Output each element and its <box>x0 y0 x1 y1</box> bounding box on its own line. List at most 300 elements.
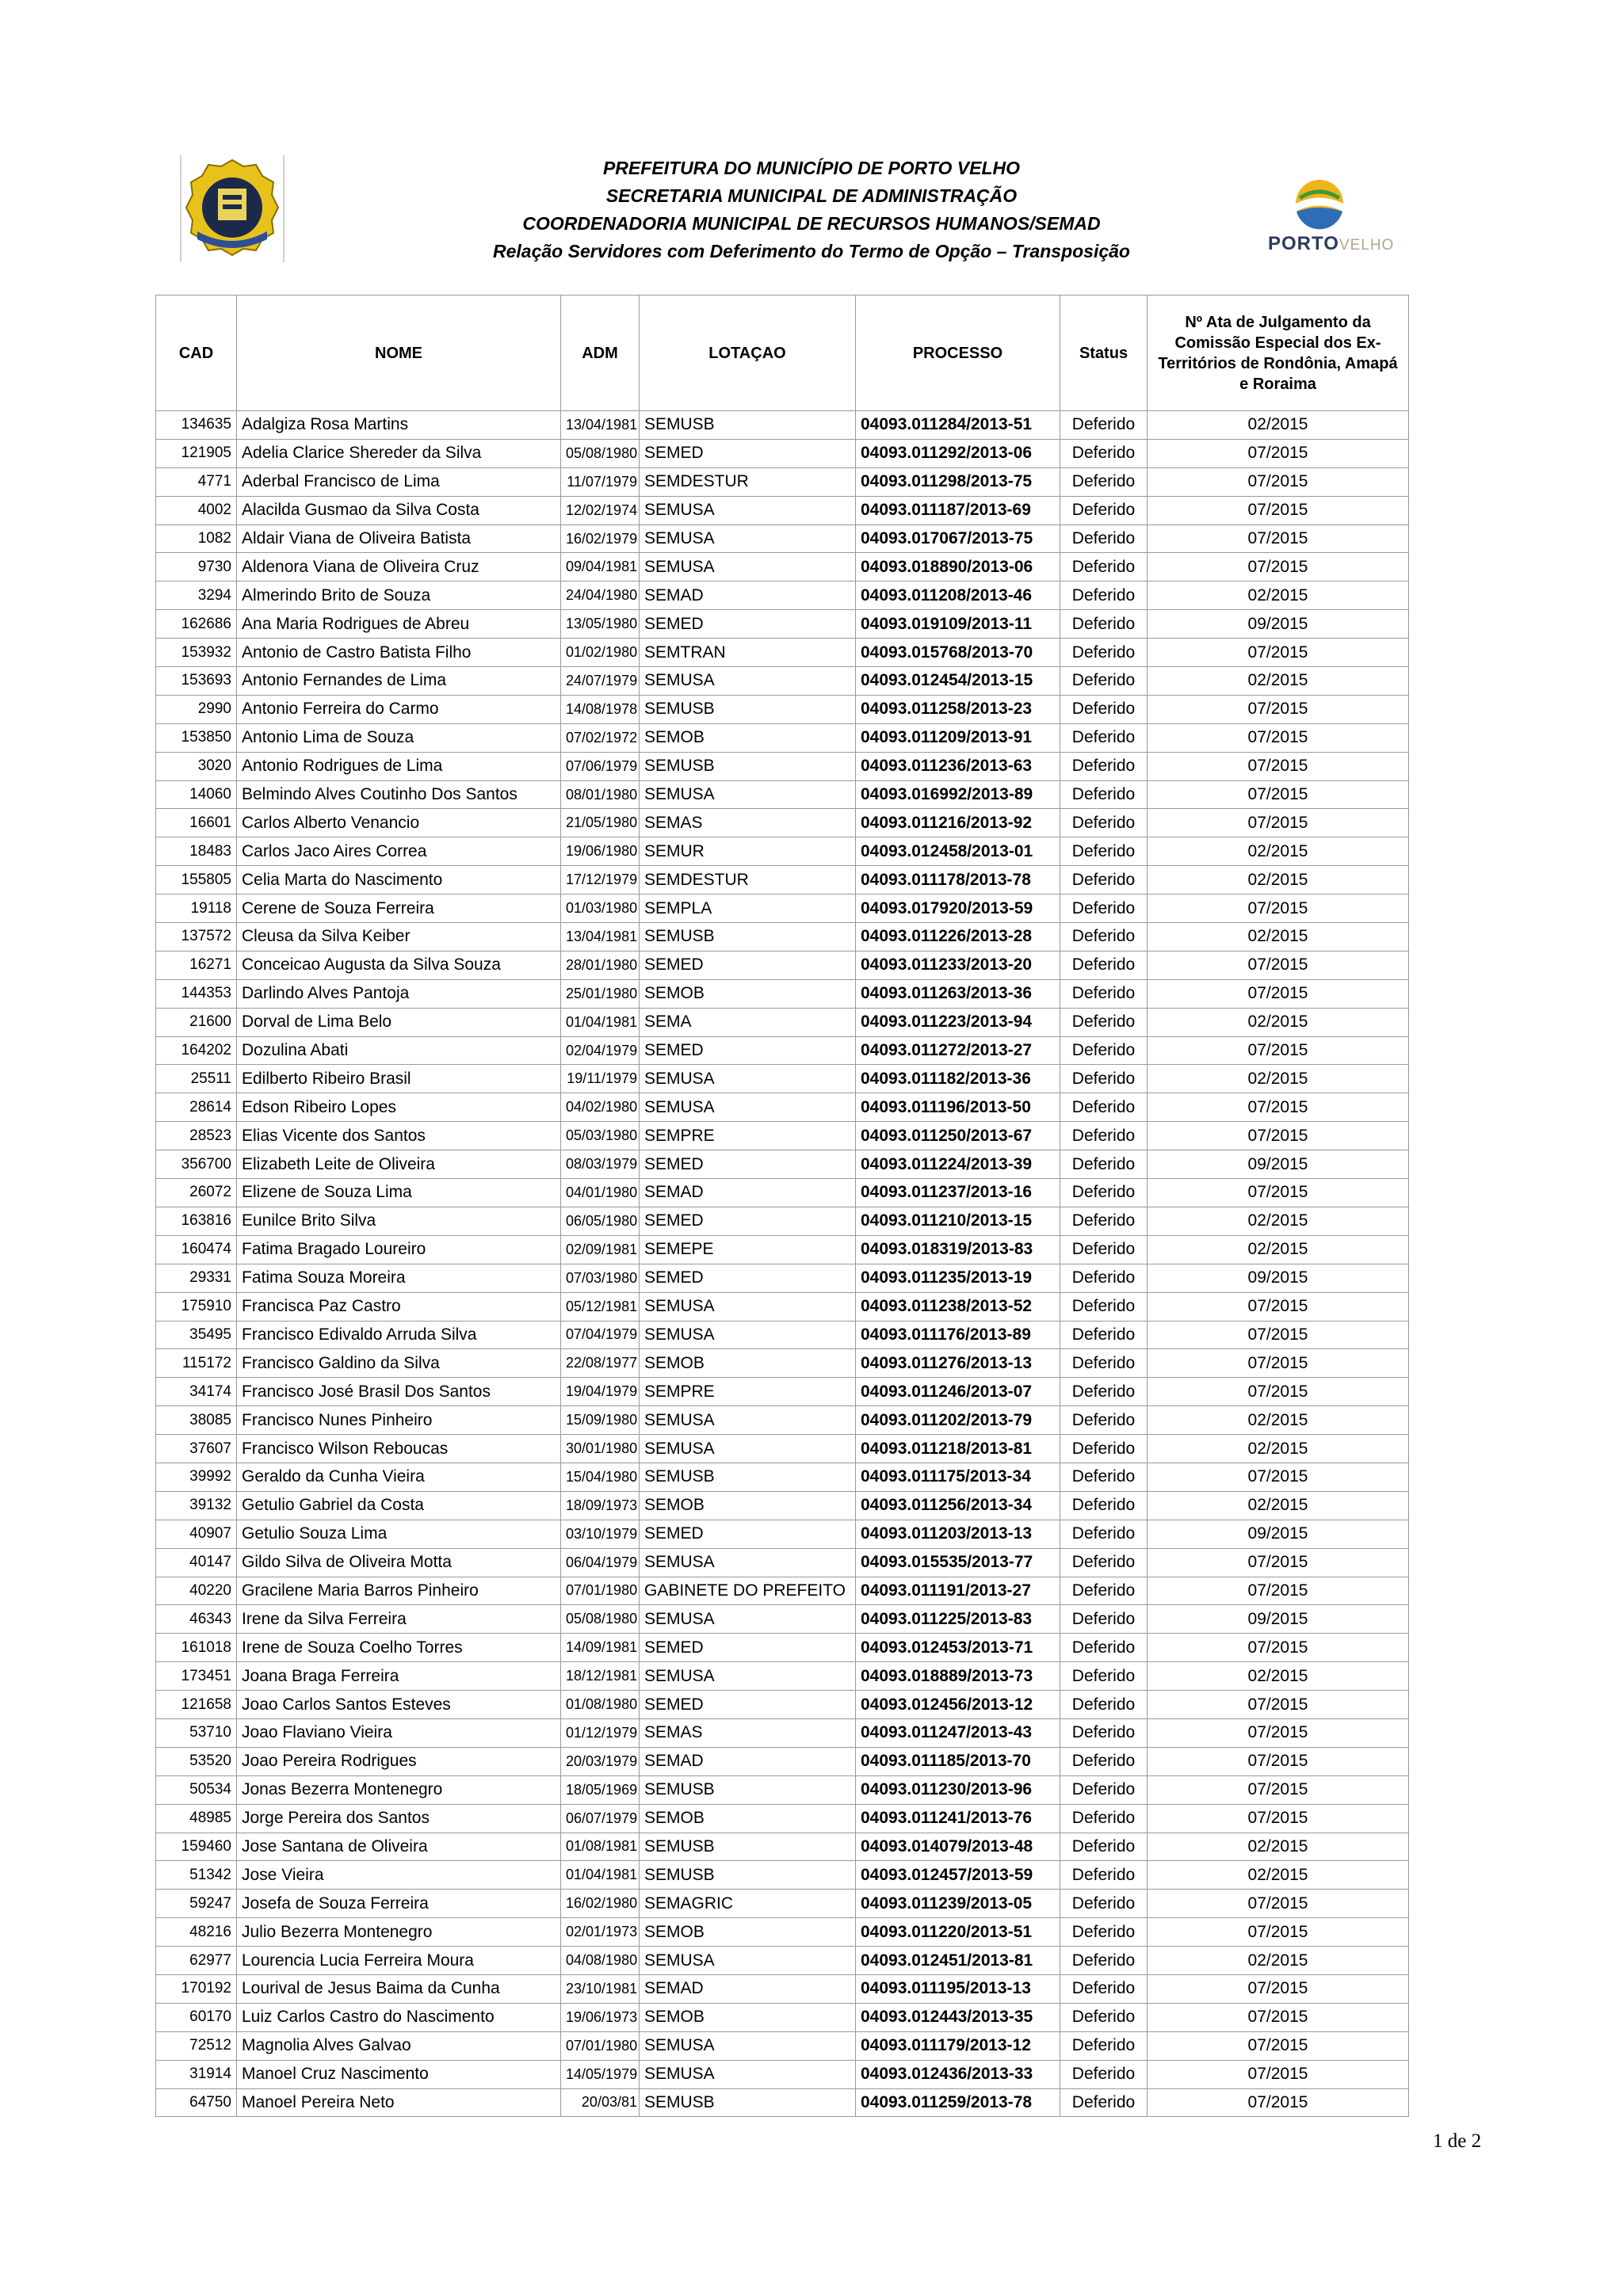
table-row <box>156 2031 1409 2060</box>
cell-nome: Fatima Bragado Loureiro <box>237 1235 561 1264</box>
cell-ata: 02/2015 <box>1148 866 1409 894</box>
cell-nome: Josefa de Souza Ferreira <box>237 1890 561 1918</box>
cell-status: Deferido <box>1060 1691 1148 1719</box>
cell-status: Deferido <box>1060 524 1148 553</box>
table-row <box>156 1349 1409 1378</box>
table-row <box>156 1150 1409 1179</box>
cell-processo: 04093.011224/2013-39 <box>856 1150 1060 1179</box>
cell-nome: Francisco Wilson Reboucas <box>237 1435 561 1463</box>
table-row <box>156 723 1409 752</box>
cell-lotacao: SEMUSA <box>640 1662 856 1691</box>
cell-ata: 09/2015 <box>1148 1150 1409 1179</box>
cell-nome: Ana Maria Rodrigues de Abreu <box>237 610 561 639</box>
table-row <box>156 1179 1409 1207</box>
cell-ata: 07/2015 <box>1148 1747 1409 1775</box>
cell-ata: 09/2015 <box>1148 1264 1409 1292</box>
table-row <box>156 1918 1409 1947</box>
cell-ata: 07/2015 <box>1148 553 1409 582</box>
cell-processo: 04093.011218/2013-81 <box>856 1435 1060 1463</box>
cell-cad: 40147 <box>156 1548 237 1577</box>
cell-adm: 22/08/1977 <box>561 1349 640 1378</box>
cell-ata: 07/2015 <box>1148 1463 1409 1491</box>
cell-nome: Lourencia Lucia Ferreira Moura <box>237 1947 561 1975</box>
cell-adm: 19/06/1973 <box>561 2003 640 2031</box>
cell-adm: 07/04/1979 <box>561 1321 640 1349</box>
cell-lotacao: SEMUSA <box>640 2031 856 2060</box>
cell-adm: 07/03/1980 <box>561 1264 640 1292</box>
cell-processo: 04093.018319/2013-83 <box>856 1235 1060 1264</box>
cell-processo: 04093.011246/2013-07 <box>856 1378 1060 1406</box>
cell-adm: 06/04/1979 <box>561 1548 640 1577</box>
cell-processo: 04093.011203/2013-13 <box>856 1520 1060 1548</box>
logo-brand-suffix: VELHO <box>1338 237 1395 254</box>
table-row <box>156 524 1409 553</box>
cell-lotacao: SEMAGRIC <box>640 1890 856 1918</box>
cell-ata: 07/2015 <box>1148 1775 1409 1804</box>
cell-processo: 04093.011196/2013-50 <box>856 1093 1060 1122</box>
cell-status: Deferido <box>1060 1036 1148 1065</box>
cell-processo: 04093.014079/2013-48 <box>856 1833 1060 1861</box>
table-row <box>156 1435 1409 1463</box>
cell-processo: 04093.011250/2013-67 <box>856 1122 1060 1150</box>
cell-status: Deferido <box>1060 723 1148 752</box>
cell-adm: 25/01/1980 <box>561 979 640 1008</box>
cell-processo: 04093.012454/2013-15 <box>856 667 1060 696</box>
cell-nome: Elizene de Souza Lima <box>237 1179 561 1207</box>
cell-lotacao: SEMAD <box>640 1179 856 1207</box>
cell-adm: 17/12/1979 <box>561 866 640 894</box>
cell-status: Deferido <box>1060 695 1148 723</box>
table-row <box>156 1861 1409 1890</box>
cell-nome: Antonio Lima de Souza <box>237 723 561 752</box>
cell-cad: 34174 <box>156 1378 237 1406</box>
cell-cad: 51342 <box>156 1861 237 1890</box>
cell-nome: Irene da Silva Ferreira <box>237 1605 561 1634</box>
cell-lotacao: SEMUSA <box>640 780 856 809</box>
cell-nome: Edson Ribeiro Lopes <box>237 1093 561 1122</box>
header-line-3: COORDENADORIA MUNICIPAL DE RECURSOS HUMANOS/SEMAD <box>522 213 1101 234</box>
cell-status: Deferido <box>1060 1292 1148 1321</box>
cell-nome: Cerene de Souza Ferreira <box>237 894 561 923</box>
cell-nome: Dozulina Abati <box>237 1036 561 1065</box>
table-row <box>156 1321 1409 1349</box>
cell-status: Deferido <box>1060 979 1148 1008</box>
cell-nome: Aldair Viana de Oliveira Batista <box>237 524 561 553</box>
cell-nome: Jonas Bezerra Montenegro <box>237 1775 561 1804</box>
cell-nome: Gildo Silva de Oliveira Motta <box>237 1548 561 1577</box>
cell-status: Deferido <box>1060 1974 1148 2003</box>
cell-processo: 04093.011241/2013-76 <box>856 1804 1060 1833</box>
cell-status: Deferido <box>1060 1804 1148 1833</box>
cell-ata: 07/2015 <box>1148 1548 1409 1577</box>
cell-ata: 02/2015 <box>1148 1207 1409 1235</box>
cell-lotacao: SEMUSB <box>640 1861 856 1890</box>
table-row <box>156 695 1409 723</box>
cell-processo: 04093.012456/2013-12 <box>856 1691 1060 1719</box>
cell-cad: 161018 <box>156 1634 237 1662</box>
cell-nome: Conceicao Augusta da Silva Souza <box>237 951 561 979</box>
cell-processo: 04093.011237/2013-16 <box>856 1179 1060 1207</box>
cell-ata: 02/2015 <box>1148 1491 1409 1520</box>
cell-nome: Joao Flaviano Vieira <box>237 1718 561 1747</box>
cell-lotacao: SEMOB <box>640 2003 856 2031</box>
cell-adm: 08/03/1979 <box>561 1150 640 1179</box>
cell-adm: 13/05/1980 <box>561 610 640 639</box>
cell-ata: 02/2015 <box>1148 582 1409 610</box>
cell-adm: 14/05/1979 <box>561 2060 640 2088</box>
cell-nome: Antonio Ferreira do Carmo <box>237 695 561 723</box>
table-row <box>156 1292 1409 1321</box>
cell-ata: 09/2015 <box>1148 1520 1409 1548</box>
cell-status: Deferido <box>1060 1718 1148 1747</box>
cell-processo: 04093.011226/2013-28 <box>856 923 1060 952</box>
cell-lotacao: SEMED <box>640 1207 856 1235</box>
cell-processo: 04093.011210/2013-15 <box>856 1207 1060 1235</box>
column-header-adm: ADM <box>561 296 640 411</box>
cell-cad: 2990 <box>156 695 237 723</box>
cell-lotacao: SEMTRAN <box>640 639 856 667</box>
cell-status: Deferido <box>1060 610 1148 639</box>
cell-ata: 07/2015 <box>1148 1634 1409 1662</box>
cell-lotacao: SEMUSA <box>640 524 856 553</box>
cell-status: Deferido <box>1060 2031 1148 2060</box>
cell-adm: 04/02/1980 <box>561 1093 640 1122</box>
cell-ata: 07/2015 <box>1148 1292 1409 1321</box>
column-header-nome: NOME <box>237 296 561 411</box>
cell-nome: Carlos Alberto Venancio <box>237 809 561 837</box>
cell-nome: Francisco Galdino da Silva <box>237 1349 561 1378</box>
cell-processo: 04093.011235/2013-19 <box>856 1264 1060 1292</box>
cell-adm: 14/08/1978 <box>561 695 640 723</box>
cell-lotacao: SEMOB <box>640 1349 856 1378</box>
cell-status: Deferido <box>1060 639 1148 667</box>
cell-ata: 02/2015 <box>1148 1861 1409 1890</box>
cell-nome: Manoel Cruz Nascimento <box>237 2060 561 2088</box>
cell-adm: 19/06/1980 <box>561 837 640 866</box>
cell-nome: Adelia Clarice Shereder da Silva <box>237 439 561 467</box>
cell-status: Deferido <box>1060 1179 1148 1207</box>
cell-processo: 04093.019109/2013-11 <box>856 610 1060 639</box>
cell-cad: 9730 <box>156 553 237 582</box>
table-row <box>156 1691 1409 1719</box>
cell-lotacao: SEMAS <box>640 809 856 837</box>
cell-adm: 07/01/1980 <box>561 2031 640 2060</box>
column-header-status: Status <box>1060 296 1148 411</box>
cell-cad: 39132 <box>156 1491 237 1520</box>
cell-adm: 15/09/1980 <box>561 1406 640 1435</box>
cell-processo: 04093.015535/2013-77 <box>856 1548 1060 1577</box>
table-row <box>156 780 1409 809</box>
cell-status: Deferido <box>1060 2060 1148 2088</box>
cell-lotacao: SEMUSA <box>640 1548 856 1577</box>
table-row <box>156 1833 1409 1861</box>
cell-status: Deferido <box>1060 1235 1148 1264</box>
cell-lotacao: SEMDESTUR <box>640 866 856 894</box>
cell-lotacao: SEMAD <box>640 1974 856 2003</box>
cell-processo: 04093.011182/2013-36 <box>856 1065 1060 1093</box>
cell-adm: 16/02/1979 <box>561 524 640 553</box>
cell-ata: 02/2015 <box>1148 923 1409 952</box>
cell-lotacao: SEMOB <box>640 979 856 1008</box>
cell-nome: Getulio Gabriel da Costa <box>237 1491 561 1520</box>
cell-ata: 02/2015 <box>1148 1008 1409 1036</box>
cell-status: Deferido <box>1060 467 1148 496</box>
table-row <box>156 1718 1409 1747</box>
cell-status: Deferido <box>1060 1122 1148 1150</box>
cell-cad: 163816 <box>156 1207 237 1235</box>
table-row <box>156 1634 1409 1662</box>
cell-cad: 153850 <box>156 723 237 752</box>
cell-cad: 1082 <box>156 524 237 553</box>
column-header-processo: PROCESSO <box>856 296 1060 411</box>
cell-lotacao: SEMA <box>640 1008 856 1036</box>
cell-nome: Fatima Souza Moreira <box>237 1264 561 1292</box>
cell-ata: 07/2015 <box>1148 951 1409 979</box>
cell-lotacao: SEMED <box>640 439 856 467</box>
cell-cad: 121658 <box>156 1691 237 1719</box>
cell-nome: Getulio Souza Lima <box>237 1520 561 1548</box>
table-row <box>156 2088 1409 2117</box>
cell-ata: 02/2015 <box>1148 1235 1409 1264</box>
servers-table <box>155 295 1409 2117</box>
cell-processo: 04093.018890/2013-06 <box>856 553 1060 582</box>
cell-cad: 356700 <box>156 1150 237 1179</box>
cell-processo: 04093.011208/2013-46 <box>856 582 1060 610</box>
cell-cad: 173451 <box>156 1662 237 1691</box>
cell-lotacao: SEMOB <box>640 1918 856 1947</box>
cell-ata: 07/2015 <box>1148 695 1409 723</box>
cell-lotacao: SEMED <box>640 1150 856 1179</box>
cell-cad: 62977 <box>156 1947 237 1975</box>
cell-lotacao: SEMED <box>640 951 856 979</box>
cell-status: Deferido <box>1060 1918 1148 1947</box>
cell-nome: Almerindo Brito de Souza <box>237 582 561 610</box>
cell-processo: 04093.011263/2013-36 <box>856 979 1060 1008</box>
cell-ata: 02/2015 <box>1148 1947 1409 1975</box>
cell-ata: 07/2015 <box>1148 979 1409 1008</box>
cell-status: Deferido <box>1060 553 1148 582</box>
cell-nome: Elias Vicente dos Santos <box>237 1122 561 1150</box>
cell-cad: 14060 <box>156 780 237 809</box>
cell-adm: 28/01/1980 <box>561 951 640 979</box>
cell-adm: 01/02/1980 <box>561 639 640 667</box>
table-row <box>156 553 1409 582</box>
cell-status: Deferido <box>1060 1264 1148 1292</box>
cell-processo: 04093.011195/2013-13 <box>856 1974 1060 2003</box>
cell-lotacao: GABINETE DO PREFEITO <box>640 1577 856 1605</box>
cell-lotacao: SEMUSB <box>640 695 856 723</box>
cell-lotacao: SEMUSA <box>640 496 856 524</box>
cell-processo: 04093.011247/2013-43 <box>856 1718 1060 1747</box>
cell-cad: 16601 <box>156 809 237 837</box>
cell-nome: Francisca Paz Castro <box>237 1292 561 1321</box>
cell-ata: 07/2015 <box>1148 1378 1409 1406</box>
cell-adm: 11/07/1979 <box>561 467 640 496</box>
cell-ata: 02/2015 <box>1148 411 1409 440</box>
cell-nome: Belmindo Alves Coutinho Dos Santos <box>237 780 561 809</box>
cell-processo: 04093.012451/2013-81 <box>856 1947 1060 1975</box>
cell-status: Deferido <box>1060 1833 1148 1861</box>
table-row <box>156 979 1409 1008</box>
cell-status: Deferido <box>1060 780 1148 809</box>
cell-cad: 40907 <box>156 1520 237 1548</box>
cell-lotacao: SEMUSB <box>640 923 856 952</box>
table-row <box>156 2003 1409 2031</box>
cell-lotacao: SEMPLA <box>640 894 856 923</box>
cell-cad: 29331 <box>156 1264 237 1292</box>
cell-cad: 37607 <box>156 1435 237 1463</box>
cell-processo: 04093.011179/2013-12 <box>856 2031 1060 2060</box>
cell-cad: 35495 <box>156 1321 237 1349</box>
cell-adm: 01/08/1980 <box>561 1691 640 1719</box>
cell-adm: 20/03/1979 <box>561 1747 640 1775</box>
cell-adm: 13/04/1981 <box>561 923 640 952</box>
cell-status: Deferido <box>1060 2003 1148 2031</box>
cell-lotacao: SEMUSA <box>640 1435 856 1463</box>
cell-ata: 09/2015 <box>1148 610 1409 639</box>
cell-nome: Luiz Carlos Castro do Nascimento <box>237 2003 561 2031</box>
cell-adm: 02/01/1973 <box>561 1918 640 1947</box>
cell-processo: 04093.012436/2013-33 <box>856 2060 1060 2088</box>
cell-ata: 07/2015 <box>1148 2031 1409 2060</box>
cell-nome: Darlindo Alves Pantoja <box>237 979 561 1008</box>
cell-lotacao: SEMUSB <box>640 411 856 440</box>
cell-ata: 09/2015 <box>1148 1605 1409 1634</box>
table-body <box>156 411 1409 2117</box>
cell-cad: 3294 <box>156 582 237 610</box>
cell-processo: 04093.012443/2013-35 <box>856 2003 1060 2031</box>
cell-cad: 48985 <box>156 1804 237 1833</box>
cell-processo: 04093.011256/2013-34 <box>856 1491 1060 1520</box>
cell-ata: 07/2015 <box>1148 2003 1409 2031</box>
cell-processo: 04093.011191/2013-27 <box>856 1577 1060 1605</box>
cell-cad: 40220 <box>156 1577 237 1605</box>
cell-ata: 02/2015 <box>1148 1406 1409 1435</box>
cell-status: Deferido <box>1060 1065 1148 1093</box>
cell-ata: 07/2015 <box>1148 1179 1409 1207</box>
cell-nome: Cleusa da Silva Keiber <box>237 923 561 952</box>
cell-ata: 07/2015 <box>1148 780 1409 809</box>
cell-lotacao: SEMAD <box>640 582 856 610</box>
cell-status: Deferido <box>1060 1321 1148 1349</box>
cell-ata: 07/2015 <box>1148 894 1409 923</box>
cell-cad: 38085 <box>156 1406 237 1435</box>
cell-ata: 07/2015 <box>1148 1718 1409 1747</box>
cell-adm: 16/02/1980 <box>561 1890 640 1918</box>
table-row <box>156 439 1409 467</box>
cell-nome: Carlos Jaco Aires Correa <box>237 837 561 866</box>
cell-status: Deferido <box>1060 1463 1148 1491</box>
cell-status: Deferido <box>1060 1890 1148 1918</box>
cell-status: Deferido <box>1060 923 1148 952</box>
cell-processo: 04093.011276/2013-13 <box>856 1349 1060 1378</box>
table-row <box>156 1548 1409 1577</box>
cell-cad: 170192 <box>156 1974 237 2003</box>
cell-processo: 04093.011216/2013-92 <box>856 809 1060 837</box>
page-number: 1 de 2 <box>1433 2130 1482 2152</box>
cell-processo: 04093.011185/2013-70 <box>856 1747 1060 1775</box>
cell-adm: 05/08/1980 <box>561 1605 640 1634</box>
cell-adm: 19/11/1979 <box>561 1065 640 1093</box>
table-row <box>156 1122 1409 1150</box>
cell-nome: Celia Marta do Nascimento <box>237 866 561 894</box>
cell-lotacao: SEMUSA <box>640 1292 856 1321</box>
cell-status: Deferido <box>1060 837 1148 866</box>
cell-ata: 02/2015 <box>1148 1065 1409 1093</box>
cell-status: Deferido <box>1060 866 1148 894</box>
cell-cad: 153693 <box>156 667 237 696</box>
cell-nome: Joao Pereira Rodrigues <box>237 1747 561 1775</box>
cell-adm: 05/03/1980 <box>561 1122 640 1150</box>
cell-adm: 20/03/81 <box>561 2088 640 2117</box>
table-row <box>156 1947 1409 1975</box>
cell-ata: 07/2015 <box>1148 1691 1409 1719</box>
cell-nome: Gracilene Maria Barros Pinheiro <box>237 1577 561 1605</box>
cell-cad: 53520 <box>156 1747 237 1775</box>
cell-processo: 04093.011259/2013-78 <box>856 2088 1060 2117</box>
cell-lotacao: SEMOB <box>640 723 856 752</box>
cell-ata: 02/2015 <box>1148 1435 1409 1463</box>
cell-status: Deferido <box>1060 411 1148 440</box>
cell-nome: Jose Santana de Oliveira <box>237 1833 561 1861</box>
cell-status: Deferido <box>1060 1207 1148 1235</box>
cell-processo: 04093.011292/2013-06 <box>856 439 1060 467</box>
cell-lotacao: SEMED <box>640 1520 856 1548</box>
cell-adm: 04/01/1980 <box>561 1179 640 1207</box>
cell-cad: 59247 <box>156 1890 237 1918</box>
cell-processo: 04093.011223/2013-94 <box>856 1008 1060 1036</box>
table-row <box>156 894 1409 923</box>
cell-nome: Jorge Pereira dos Santos <box>237 1804 561 1833</box>
cell-lotacao: SEMUSA <box>640 1065 856 1093</box>
cell-status: Deferido <box>1060 582 1148 610</box>
cell-ata: 07/2015 <box>1148 467 1409 496</box>
cell-nome: Antonio Rodrigues de Lima <box>237 752 561 780</box>
cell-adm: 14/09/1981 <box>561 1634 640 1662</box>
cell-lotacao: SEMUSA <box>640 1947 856 1975</box>
cell-status: Deferido <box>1060 1775 1148 1804</box>
cell-status: Deferido <box>1060 1605 1148 1634</box>
cell-lotacao: SEMAD <box>640 1747 856 1775</box>
cell-cad: 19118 <box>156 894 237 923</box>
cell-lotacao: SEMUSA <box>640 1321 856 1349</box>
header-line-4: Relação Servidores com Deferimento do Termo de Opção – Transposição <box>493 241 1130 261</box>
table-row <box>156 1804 1409 1833</box>
cell-adm: 02/04/1979 <box>561 1036 640 1065</box>
cell-processo: 04093.011176/2013-89 <box>856 1321 1060 1349</box>
table-row <box>156 411 1409 440</box>
table-row <box>156 667 1409 696</box>
cell-adm: 05/12/1981 <box>561 1292 640 1321</box>
cell-ata: 07/2015 <box>1148 496 1409 524</box>
cell-status: Deferido <box>1060 1093 1148 1122</box>
table-row <box>156 1264 1409 1292</box>
cell-status: Deferido <box>1060 752 1148 780</box>
cell-cad: 53710 <box>156 1718 237 1747</box>
cell-status: Deferido <box>1060 1634 1148 1662</box>
cell-adm: 07/01/1980 <box>561 1577 640 1605</box>
cell-lotacao: SEMUSB <box>640 1463 856 1491</box>
cell-cad: 39992 <box>156 1463 237 1491</box>
table-row <box>156 923 1409 952</box>
cell-adm: 03/10/1979 <box>561 1520 640 1548</box>
cell-processo: 04093.011225/2013-83 <box>856 1605 1060 1634</box>
cell-ata: 07/2015 <box>1148 2088 1409 2117</box>
table-row <box>156 639 1409 667</box>
cell-lotacao: SEMUSA <box>640 1406 856 1435</box>
cell-nome: Francisco José Brasil Dos Santos <box>237 1378 561 1406</box>
table-row <box>156 752 1409 780</box>
